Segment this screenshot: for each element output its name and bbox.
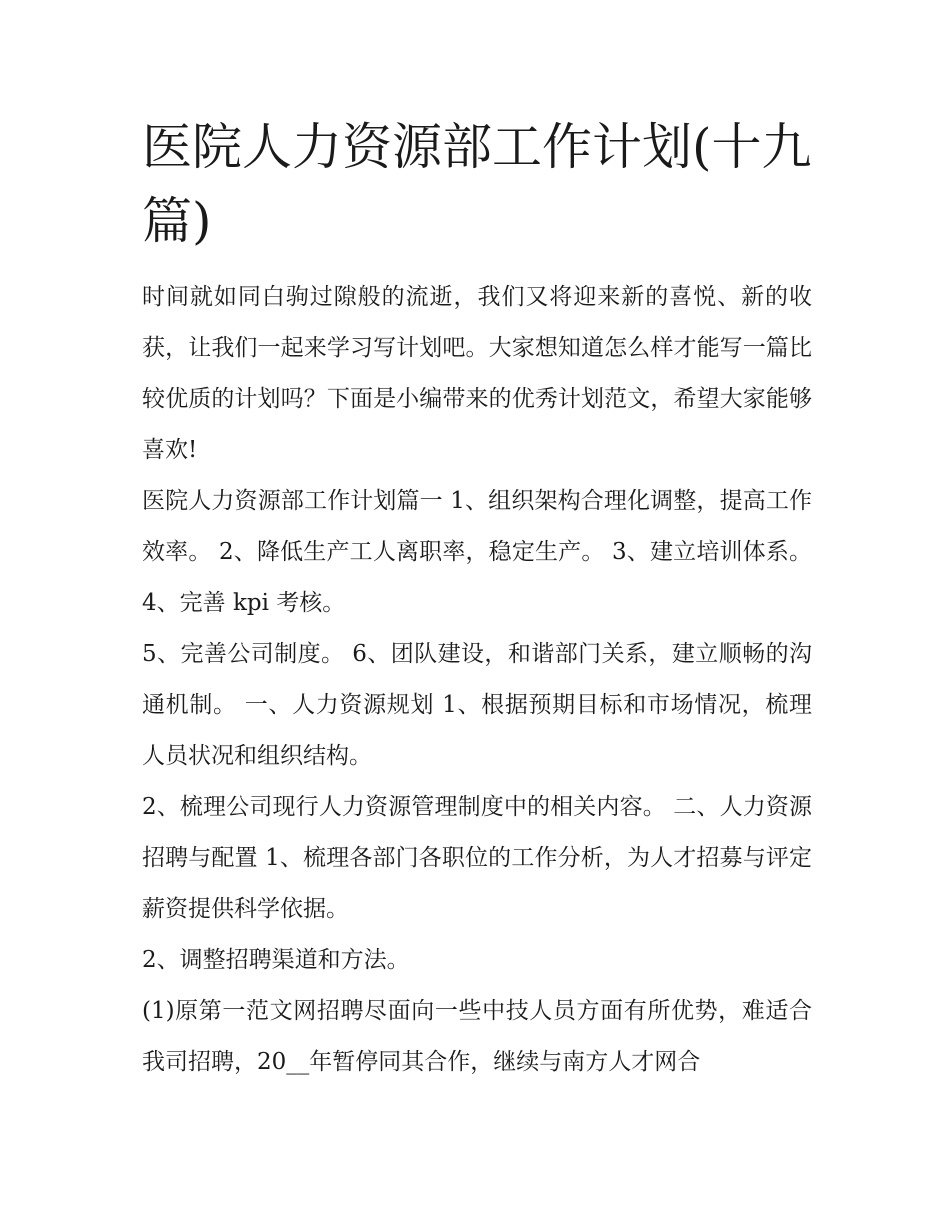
paragraph-channels: 2、调整招聘渠道和方法。 [142, 947, 410, 973]
paragraph-company-system: 5、完善公司制度。 6、团队建设，和谐部门关系，建立顺畅的沟通机制。 一、人力资源规划 1、根据预期目标和市场情况，梳理人员状况和组织结构。 [142, 641, 812, 769]
document-title: 医院人力资源部工作计划(十九篇) [142, 118, 812, 250]
document-page [142, 110, 812, 1088]
paragraph-partnership: (1)原第一范文网招聘尽面向一些中技人员方面有所优势，难适合我司招聘，20__年暂停同其合作，继续与南方人才网合 [142, 998, 812, 1075]
paragraph-intro: 时间就如同白驹过隙般的流逝，我们又将迎来新的喜悦、新的收获，让我们一起来学习写计划吧。大家想知道怎么样才能写一篇比较优质的计划吗？下面是小编带来的优秀计划范文，希望大家能够喜欢! [142, 284, 812, 463]
paragraph-plan-one: 医院人力资源部工作计划篇一 1、组织架构合理化调整，提高工作效率。 2、降低生产工人离职率，稳定生产。 3、建立培训体系。 4、完善 kpi 考核。 [142, 488, 812, 616]
paragraph-recruitment: 2、梳理公司现行人力资源管理制度中的相关内容。 二、人力资源招聘与配置 1、梳理各部门各职位的工作分析，为人才招募与评定薪资提供科学依据。 [142, 794, 812, 922]
